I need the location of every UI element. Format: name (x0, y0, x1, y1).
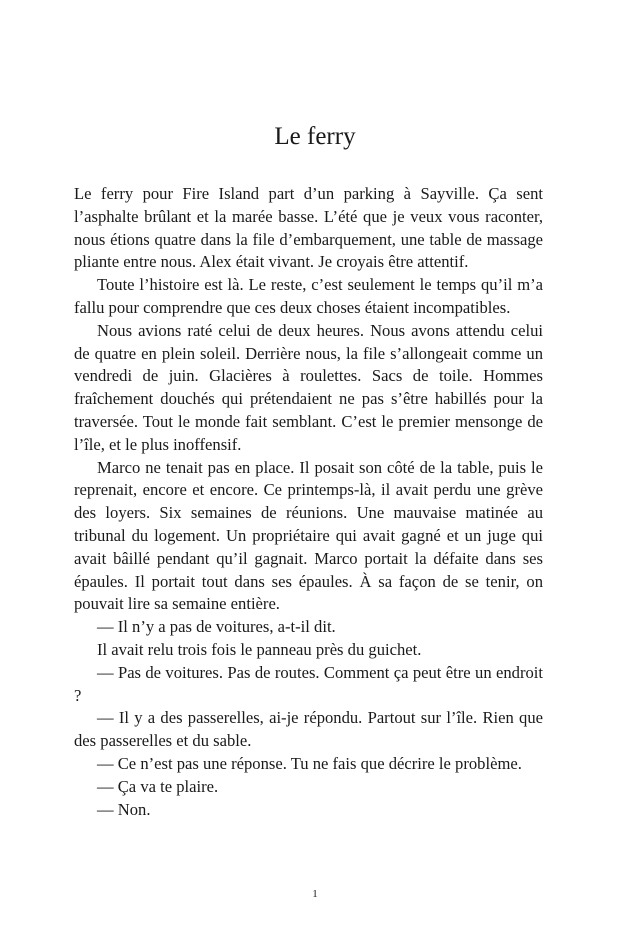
dialogue-line: — Ce n’est pas une réponse. Tu ne fais que décrire le problème. (97, 753, 522, 773)
dialogue-line: — Il n’y a pas de voitures, a-t-il dit. (97, 617, 336, 637)
page-number: 1 (312, 888, 318, 900)
paragraph: Toute l’histoire est là. Le reste, c’est seulement le temps qu’il m’a fallu pour comprendre que ces deux choses étaient incompatibles. (74, 275, 543, 317)
paragraph: Il avait relu trois fois le panneau près du guichet. (97, 639, 422, 659)
chapter-body (74, 183, 543, 821)
dialogue-line: — Ça va te plaire. (97, 776, 219, 796)
paragraph: Le ferry pour Fire Island part d’un parking à Sayville. Ça sent l’asphalte brûlant et la marée basse. L’été que je veux vous raconter, nous étions quatre dans la file d’embarquement, une table de massage pliante entre nous. Alex était vivant. Je croyais être attentif. (74, 184, 543, 272)
paragraph: Nous avions raté celui de deux heures. Nous avons attendu celui de quatre en plein soleil. Derrière nous, la file s’allongeait comme un vendredi de juin. Glacières à roulettes. Sacs de toile. Hommes fraîchement douchés qui prétendaient ne pas s’être habillés pour la traversée. Tout le monde fait semblant. C’est le premier mensonge de l’île, et le plus inoffensif. (74, 320, 543, 454)
paragraph: Marco ne tenait pas en place. Il posait son côté de la table, puis le reprenait, encore et encore. Ce printemps-là, il avait perdu une grève des loyers. Six semaines de réunions. Une mauvaise matinée au tribunal du logement. Un propriétaire qui avait gagné et un juge qui avait bâillé pendant qu’il gagnait. Marco portait la défaite dans ses épaules. Il portait tout dans ses épaules. À sa façon de se tenir, on pouvait lire sa semaine entière. (74, 457, 543, 614)
dialogue-line: — Il y a des passerelles, ai-je répondu. Partout sur l’île. Rien que des passerelles et du sable. (74, 708, 543, 751)
dialogue-line: — Pas de voitures. Pas de routes. Comment ça peut être un endroit ? (74, 662, 543, 705)
dialogue-line: — Non. (97, 799, 151, 819)
chapter-title: Le ferry (274, 123, 356, 150)
